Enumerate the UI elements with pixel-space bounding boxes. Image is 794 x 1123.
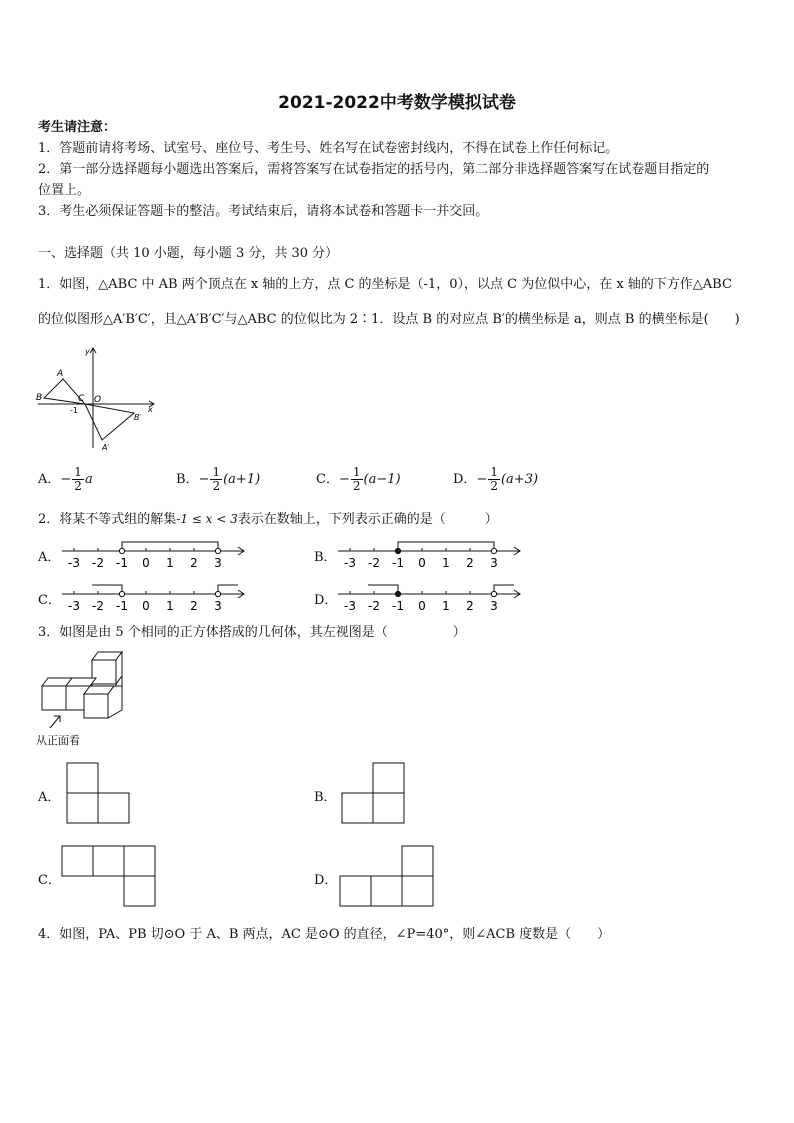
endpoint-minus-1 — [395, 591, 400, 596]
tick-label: 2 — [190, 556, 198, 570]
number-line-b[interactable] — [336, 538, 526, 574]
fraction — [351, 466, 363, 493]
fraction — [72, 466, 84, 493]
label-y: y — [85, 347, 90, 356]
q3-text: 3．如图是由 5 个相同的正方体搭成的几何体，其左视图是（ ） — [38, 625, 466, 640]
q2-option-a-label[interactable]: A． — [38, 550, 61, 565]
tick-label: 3 — [214, 599, 222, 613]
label-b: B — [36, 393, 43, 403]
notice-item-1: 1．答题前请将考场、试室号、座位号、考生号、姓名写在试卷密封线内，不得在试卷上作任何标记。 — [38, 141, 619, 156]
tick-label: 1 — [166, 556, 174, 570]
endpoint-3 — [491, 548, 496, 553]
denominator: 2 — [490, 479, 498, 493]
notice-item-2-cont: 位置上。 — [38, 183, 91, 198]
tick-label: -3 — [344, 556, 356, 570]
numerator: 1 — [212, 465, 221, 479]
label-a: A — [57, 369, 64, 379]
inequality: -1 ≤ x < 3 — [176, 512, 238, 526]
tick-label: 3 — [490, 599, 498, 613]
solution-ray-left — [92, 585, 122, 594]
numerator: 1 — [490, 465, 498, 479]
tick-label: 2 — [466, 599, 474, 613]
tick-label: 1 — [442, 599, 450, 613]
denominator: 2 — [74, 479, 82, 493]
cube — [92, 660, 116, 684]
q1-text-line2: 的位似图形△A′B′C′，且△A′B′C′与△ABC 的位似比为 2∶1．设点 B 的对应点 B′的横坐标是 a，则点 B 的横坐标是( ) — [38, 312, 740, 327]
q3-option-d-figure[interactable] — [339, 845, 435, 907]
endpoint-3 — [215, 591, 220, 596]
page-title: 2021-2022中考数学模拟试卷 — [278, 93, 516, 113]
triangle-a2b2c2 — [85, 404, 134, 440]
q3-option-c-label[interactable]: C． — [38, 873, 61, 888]
tick-label: -1 — [116, 556, 128, 570]
solution-ray-left — [368, 585, 398, 594]
tick-label: 1 — [166, 599, 174, 613]
q1-option-a[interactable] — [38, 466, 93, 493]
option-label: C． — [316, 472, 339, 487]
tick-label: 0 — [142, 599, 150, 613]
q1-option-b[interactable] — [176, 466, 260, 493]
q3-option-a-label[interactable]: A． — [38, 790, 61, 805]
cube — [42, 686, 66, 710]
label-a-prime: A′ — [102, 443, 110, 452]
q2-text-post: 表示在数轴上，下列表示正确的是（ ） — [237, 512, 498, 527]
label-neg1: -1 — [70, 406, 78, 415]
option-label: D． — [453, 472, 477, 487]
option-expression: (a+3) — [500, 472, 539, 487]
q4-text: 4．如图，PA、PB 切⊙O 于 A、B 两点，AC 是⊙O 的直径，∠P=40°，则∠ACB 度数是（ ） — [38, 927, 611, 942]
tick-label: -2 — [92, 556, 104, 570]
section-heading: 一、选择题（共 10 小题，每小题 3 分，共 30 分） — [38, 246, 339, 261]
numerator: 1 — [352, 465, 361, 479]
q3-option-b-figure[interactable] — [341, 762, 407, 824]
endpoint-minus-1 — [119, 548, 124, 553]
endpoint-minus-1 — [395, 548, 400, 553]
tick-label: 3 — [490, 556, 498, 570]
tick-label: -2 — [92, 599, 104, 613]
tick-label: -2 — [368, 599, 380, 613]
notice-item-2: 2．第一部分选择题每小题选出答案后，需将答案写在试卷指定的括号内，第二部分非选择题答案写在试卷题目指定的 — [38, 162, 710, 177]
fraction — [488, 466, 500, 493]
option-expression: (a+1) — [223, 472, 261, 487]
view-caption: 从正面看 — [36, 734, 80, 747]
q1-text-line1: 1．如图，△ABC 中 AB 两个顶点在 x 轴的上方，点 C 的坐标是（-1，0），以点 C 为位似中心，在 x 轴的下方作△ABC — [38, 277, 732, 292]
tick-label: 0 — [418, 556, 426, 570]
endpoint-3 — [215, 548, 220, 553]
view-arrow — [50, 716, 60, 728]
tick-label: -3 — [68, 599, 80, 613]
q3-solid-figure — [36, 648, 136, 750]
tick-label: 3 — [214, 556, 222, 570]
cube — [84, 694, 108, 718]
number-line-a[interactable] — [60, 538, 250, 574]
minus-sign: − — [198, 472, 210, 487]
number-line-d[interactable] — [336, 581, 526, 617]
tick-label: -1 — [116, 599, 128, 613]
label-x: x — [148, 405, 153, 414]
tick-label: 2 — [190, 599, 198, 613]
number-line-c[interactable] — [60, 581, 250, 617]
q3-option-b-label[interactable]: B． — [314, 790, 337, 805]
endpoint-3 — [491, 591, 496, 596]
notice-heading: 考生请注意： — [38, 120, 117, 135]
q2-text-pre: 2．将某不等式组的解集 — [38, 512, 177, 527]
cube-side — [108, 686, 122, 718]
q2-option-d-label[interactable]: D． — [314, 593, 338, 608]
option-expression: a — [84, 472, 93, 487]
minus-sign: − — [338, 472, 350, 487]
denominator: 2 — [212, 479, 221, 493]
minus-sign: − — [476, 472, 488, 487]
tick-label: 2 — [466, 556, 474, 570]
label-c: C — [78, 394, 85, 404]
solution-ray-right — [494, 585, 514, 594]
q1-figure — [36, 344, 162, 454]
tick-label: 0 — [418, 599, 426, 613]
q3-option-a-figure[interactable] — [66, 762, 132, 824]
endpoint-minus-1 — [119, 591, 124, 596]
fraction — [210, 466, 222, 493]
tick-label: -3 — [344, 599, 356, 613]
label-o: O — [94, 395, 102, 405]
tick-label: 1 — [442, 556, 450, 570]
minus-sign: − — [60, 472, 72, 487]
q2-option-c-label[interactable]: C． — [38, 593, 61, 608]
tick-label: 0 — [142, 556, 150, 570]
tick-label: -1 — [392, 599, 404, 613]
q2-option-b-label[interactable]: B． — [314, 550, 337, 565]
q2-text — [38, 510, 498, 529]
option-label: B． — [176, 472, 199, 487]
solution-ray-right — [218, 585, 238, 594]
q3-option-c-figure[interactable] — [61, 845, 157, 907]
option-expression: (a−1) — [363, 472, 401, 487]
q1-option-c[interactable] — [316, 466, 401, 493]
q1-option-d[interactable] — [453, 466, 538, 493]
numerator: 1 — [74, 465, 82, 479]
notice-item-3: 3．考生必须保证答题卡的整洁。考试结束后，请将本试卷和答题卡一并交回。 — [38, 204, 489, 219]
tick-label: -2 — [368, 556, 380, 570]
q3-option-d-label[interactable]: D． — [314, 873, 338, 888]
tick-label: -3 — [68, 556, 80, 570]
label-b-prime: B′ — [134, 413, 142, 422]
option-label: A． — [38, 472, 61, 487]
tick-label: -1 — [392, 556, 404, 570]
denominator: 2 — [352, 479, 361, 493]
